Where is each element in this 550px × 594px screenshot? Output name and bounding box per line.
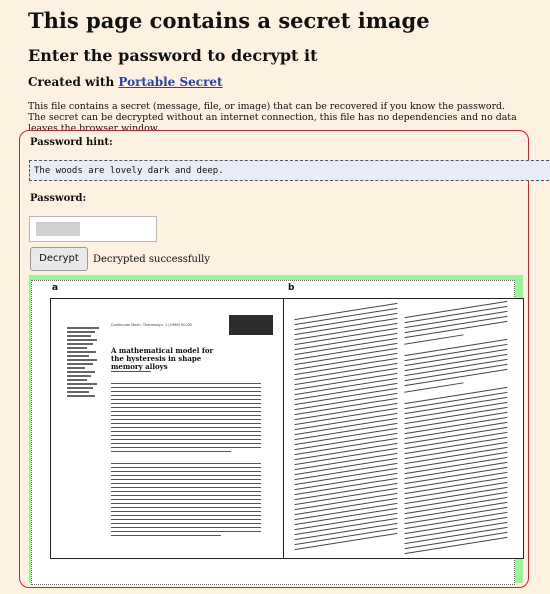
portable-secret-link[interactable]: Portable Secret — [118, 75, 223, 89]
password-input[interactable] — [29, 216, 157, 242]
created-with — [28, 75, 223, 89]
decrypt-status: Decrypted successfully — [93, 254, 211, 265]
panel-a-label: a — [52, 283, 59, 293]
paper-page-a — [50, 298, 291, 559]
password-hint-box: The woods are lovely dark and deep. — [29, 160, 550, 181]
created-prefix: Created with — [28, 75, 115, 89]
page-a-title: A mathematical model for the hysteresis in shape memory alloys — [111, 346, 214, 371]
page-title: This page contains a secret image — [28, 8, 430, 33]
password-hint-label: Password hint: — [30, 137, 113, 148]
decrypt-button[interactable]: Decrypt — [30, 247, 88, 271]
decrypted-image-area — [29, 275, 523, 583]
password-label: Password: — [30, 193, 87, 204]
panel-b-label: b — [288, 283, 295, 293]
password-redaction — [36, 222, 80, 236]
journal-logo — [229, 315, 273, 335]
page-a-author-list — [67, 327, 105, 447]
page-a-journal-header: Continuum Mech. Thermodyn. 1 (1989) 00–00 — [111, 323, 192, 327]
description-line-2: The secret can be decrypted without an internet connection, this file has no dependencies and no data leaves the browser window. — [28, 112, 517, 134]
paper-page-b — [283, 298, 524, 559]
page-subtitle: Enter the password to decrypt it — [28, 46, 318, 65]
description-line-1: This file contains a secret (message, file, or image) that can be recovered if you know the password. — [28, 101, 506, 112]
decrypted-image — [31, 280, 515, 585]
